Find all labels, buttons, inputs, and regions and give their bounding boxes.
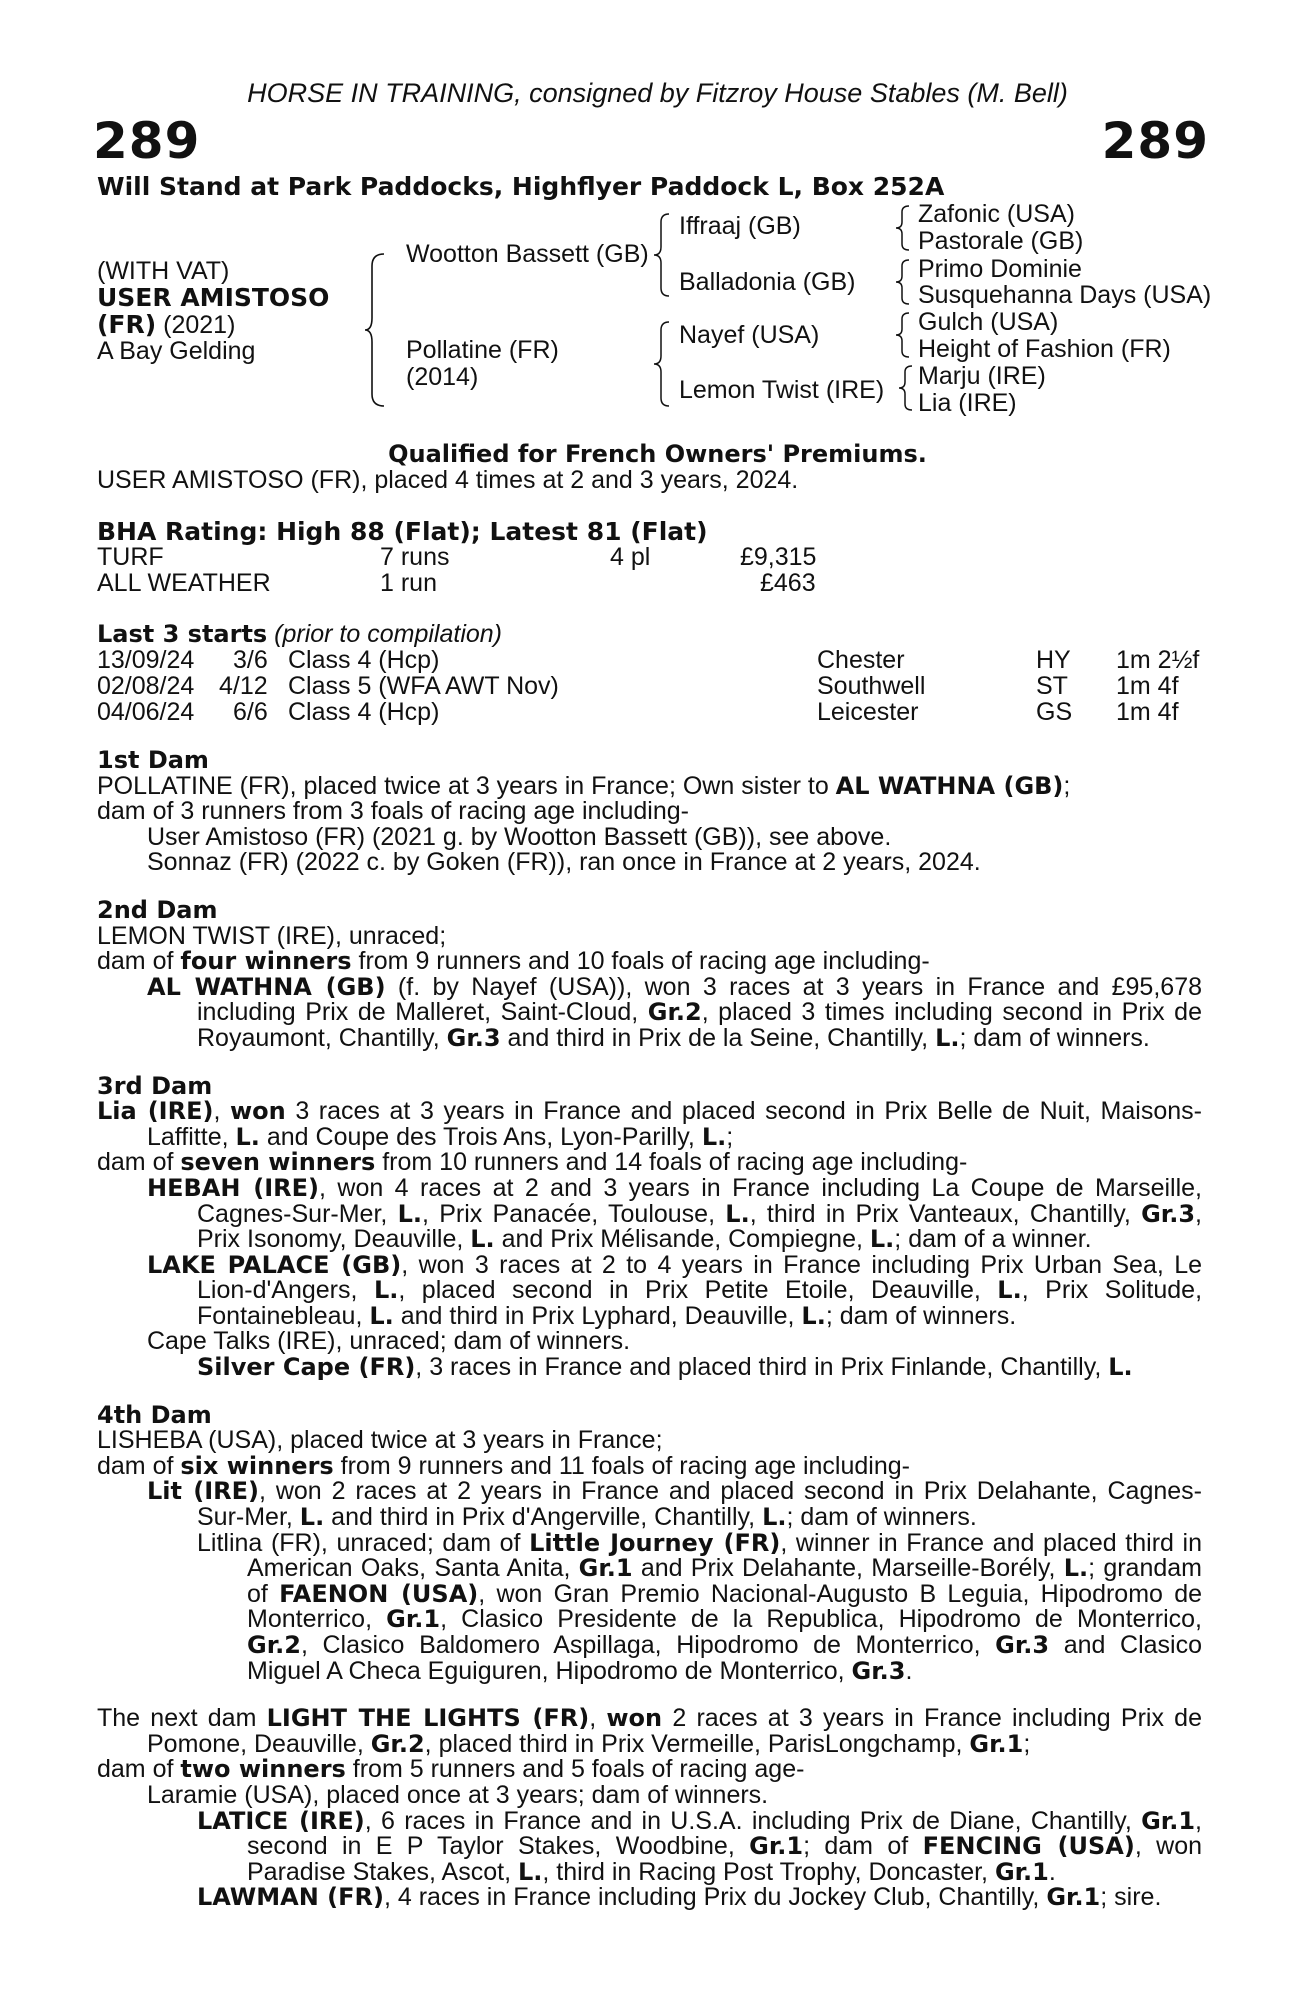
- g3-sss: Zafonic (USA): [918, 200, 1075, 228]
- second-dam-produce: AL WATHNA (GB) (f. by Nayef (USA)), won 3 races at 3 years in France and £95,678 including Prix de Malleret, Saint-Cloud, Gr.2, placed 3 times including second in Prix de Royaumont, Chantilly, Gr.3 and third in Prix de la Seine, Chantilly, L.; dam of winners.: [147, 972, 1202, 1052]
- brace-2: [894, 258, 912, 306]
- start-position: 6/6: [233, 698, 268, 726]
- start-going: HY: [1036, 646, 1071, 674]
- third-dam-line: Lia (IRE), won 3 races at 3 years in France and placed second in Prix Belle de Nuit, Maisons-Laffitte, L. and Coupe des Trois Ans, Lyon-Parilly, L.;: [97, 1097, 1202, 1151]
- start-race: Class 4 (Hcp): [288, 698, 440, 726]
- brace-4: [897, 364, 915, 412]
- third-dam-produce: Cape Talks (IRE), unraced; dam of winners.: [147, 1327, 631, 1356]
- brace-1: [894, 204, 912, 252]
- next-dam-produce: LAWMAN (FR), 4 races in France including Prix du Jockey Club, Chantilly, Gr.1; sire.: [197, 1883, 1162, 1912]
- next-dam-line: The next dam LIGHT THE LIGHTS (FR), won 2 races at 3 years in France including Prix de Pomone, Deauville, Gr.2, placed third in Prix Vermeille, ParisLongchamp, Gr.1;: [97, 1704, 1202, 1758]
- lot-number-right: 289: [1101, 112, 1209, 170]
- next-dam-line: dam of two winners from 5 runners and 5 foals of racing age-: [97, 1755, 805, 1784]
- third-dam-title: 3rd Dam: [97, 1071, 213, 1100]
- rating-prize: £9,315: [740, 543, 817, 571]
- start-course: Leicester: [817, 698, 919, 726]
- start-position: 4/12: [219, 672, 268, 700]
- sire-sire: Iffraaj (GB): [679, 212, 801, 240]
- sire: Wootton Bassett (GB): [406, 240, 649, 268]
- start-race: Class 4 (Hcp): [288, 646, 440, 674]
- fourth-dam-title: 4th Dam: [97, 1400, 212, 1429]
- third-dam-produce: HEBAH (IRE), won 4 races at 2 and 3 years in France including La Coupe de Marseille, Cagnes-Sur-Mer, L., Prix Panacée, Toulouse, L., third in Prix Vanteaux, Chantilly, Gr.3, Prix Isonomy, Deauville, L. and Prix Mélisande, Compiegne, L.; dam of a winner.: [147, 1173, 1202, 1254]
- first-dam-line: dam of 3 runners from 3 foals of racing age including-: [97, 797, 689, 826]
- rating-prize: £463: [760, 569, 816, 597]
- next-dam-produce: Laramie (USA), placed once at 3 years; dam of winners.: [147, 1780, 769, 1809]
- horse-description: A Bay Gelding: [97, 337, 256, 365]
- second-dam-line: LEMON TWIST (IRE), unraced;: [97, 921, 447, 950]
- first-dam-produce: Sonnaz (FR) (2022 c. by Goken (FR)), ran once in France at 2 years, 2024.: [147, 848, 981, 877]
- first-dam-line: POLLATINE (FR), placed twice at 3 years in France; Own sister to AL WATHNA (GB);: [97, 771, 1071, 800]
- lot-number-left: 289: [93, 112, 201, 170]
- stand-location: Will Stand at Park Paddocks, Highflyer Paddock L, Box 252A: [97, 172, 945, 201]
- g3-dss: Gulch (USA): [918, 308, 1059, 336]
- g3-sds: Primo Dominie: [918, 255, 1082, 283]
- horse-origin-year: (FR) (2021): [97, 310, 236, 339]
- second-dam-line: dam of four winners from 9 runners and 10 foals of racing age including-: [97, 947, 930, 976]
- g3-ddd: Lia (IRE): [918, 389, 1017, 417]
- produce-record: [97, 748, 1202, 1911]
- qualified-note: Qualified for French Owners' Premiums.: [388, 440, 927, 468]
- start-distance: 1m 4f: [1116, 672, 1179, 700]
- rating-runs: 1 run: [380, 569, 437, 597]
- start-date: 04/06/24: [97, 698, 195, 726]
- start-position: 3/6: [233, 646, 268, 674]
- start-date: 13/09/24: [97, 646, 195, 674]
- third-dam-line: dam of seven winners from 10 runners and 14 foals of racing age including-: [97, 1148, 968, 1177]
- start-distance: 1m 4f: [1116, 698, 1179, 726]
- third-dam-produce: LAKE PALACE (GB), won 3 races at 2 to 4 years in France including Prix Urban Sea, Le Lion-d'Angers, L., placed second in Prix Petite Etoile, Deauville, L., Prix Solitude, Fontainebleau, L. and third in Prix Lyphard, Deauville, L.; dam of winners.: [147, 1250, 1203, 1330]
- first-dam-produce: User Amistoso (FR) (2021 g. by Wootton Bassett (GB)), see above.: [147, 822, 892, 851]
- g3-sdd: Susquehanna Days (USA): [918, 281, 1212, 309]
- dam-year: (2014): [406, 363, 479, 391]
- g3-ssd: Pastorale (GB): [918, 227, 1084, 255]
- dam: Pollatine (FR): [406, 336, 559, 364]
- last3-title: Last 3 starts (prior to compilation): [97, 620, 503, 648]
- dam-brace: [652, 320, 672, 408]
- start-going: ST: [1036, 672, 1068, 700]
- rating-runs: 7 runs: [380, 543, 450, 571]
- placed-summary: USER AMISTOSO (FR), placed 4 times at 2 and 3 years, 2024.: [97, 466, 799, 494]
- start-distance: 1m 2½f: [1116, 646, 1200, 674]
- start-going: GS: [1036, 698, 1073, 726]
- second-dam-title: 2nd Dam: [97, 895, 218, 924]
- fourth-dam-produce: Litlina (FR), unraced; dam of Little Journey (FR), winner in France and placed third in American Oaks, Santa Anita, Gr.1 and Prix Delahante, Marseille-Borély, L.; grandam of FAENON (USA), won Gran Premio Nacional-Augusto B Leguia, Hipodromo de Monterrico, Gr.1, Clasico Presidente de la Republica, Hipodromo de Monterrico, Gr.2, Clasico Baldomero Aspillaga, Hipodromo de Monterrico, Gr.3 and Clasico Miguel A Checa Eguiguren, Hipodromo de Monterrico, Gr.3.: [197, 1528, 1203, 1685]
- pedigree-brace-main: [364, 252, 388, 408]
- brace-3: [894, 311, 912, 359]
- sire-brace: [652, 212, 672, 298]
- fourth-dam-line: LISHEBA (USA), placed twice at 3 years in France;: [97, 1426, 663, 1455]
- g3-dds: Marju (IRE): [918, 362, 1046, 390]
- rating-surface: ALL WEATHER: [97, 569, 271, 597]
- first-dam-title: 1st Dam: [97, 746, 209, 774]
- rating-placed: 4 pl: [610, 543, 651, 571]
- start-race: Class 5 (WFA AWT Nov): [288, 672, 559, 700]
- fourth-dam-line: dam of six winners from 9 runners and 11 foals of racing age including-: [97, 1451, 910, 1480]
- g3-dsd: Height of Fashion (FR): [918, 335, 1171, 363]
- dam-sire: Nayef (USA): [679, 321, 820, 349]
- sire-dam: Balladonia (GB): [679, 268, 856, 296]
- start-course: Chester: [817, 646, 905, 674]
- third-dam-produce: Silver Cape (FR), 3 races in France and placed third in Prix Finlande, Chantilly, L.: [197, 1353, 1133, 1382]
- rating-surface: TURF: [97, 543, 164, 571]
- dam-dam: Lemon Twist (IRE): [679, 376, 885, 404]
- catalogue-header: HORSE IN TRAINING, consigned by Fitzroy House Stables (M. Bell): [247, 78, 1068, 108]
- next-dam-produce: LATICE (IRE), 6 races in France and in U.S.A. including Prix de Diane, Chantilly, Gr.1, second in E P Taylor Stakes, Woodbine, Gr.1; dam of FENCING (USA), won Paradise Stakes, Ascot, L., third in Racing Post Trophy, Doncaster, Gr.1.: [197, 1806, 1203, 1886]
- fourth-dam-produce: Lit (IRE), won 2 races at 2 years in France and placed second in Prix Delahante, Cagnes-Sur-Mer, L. and third in Prix d'Angerville, Chantilly, L.; dam of winners.: [147, 1477, 1202, 1532]
- start-course: Southwell: [817, 672, 926, 700]
- start-date: 02/08/24: [97, 672, 195, 700]
- vat-note: (WITH VAT): [97, 257, 230, 285]
- horse-name: USER AMISTOSO: [97, 283, 330, 312]
- rating-title: BHA Rating: High 88 (Flat); Latest 81 (Flat): [97, 517, 708, 546]
